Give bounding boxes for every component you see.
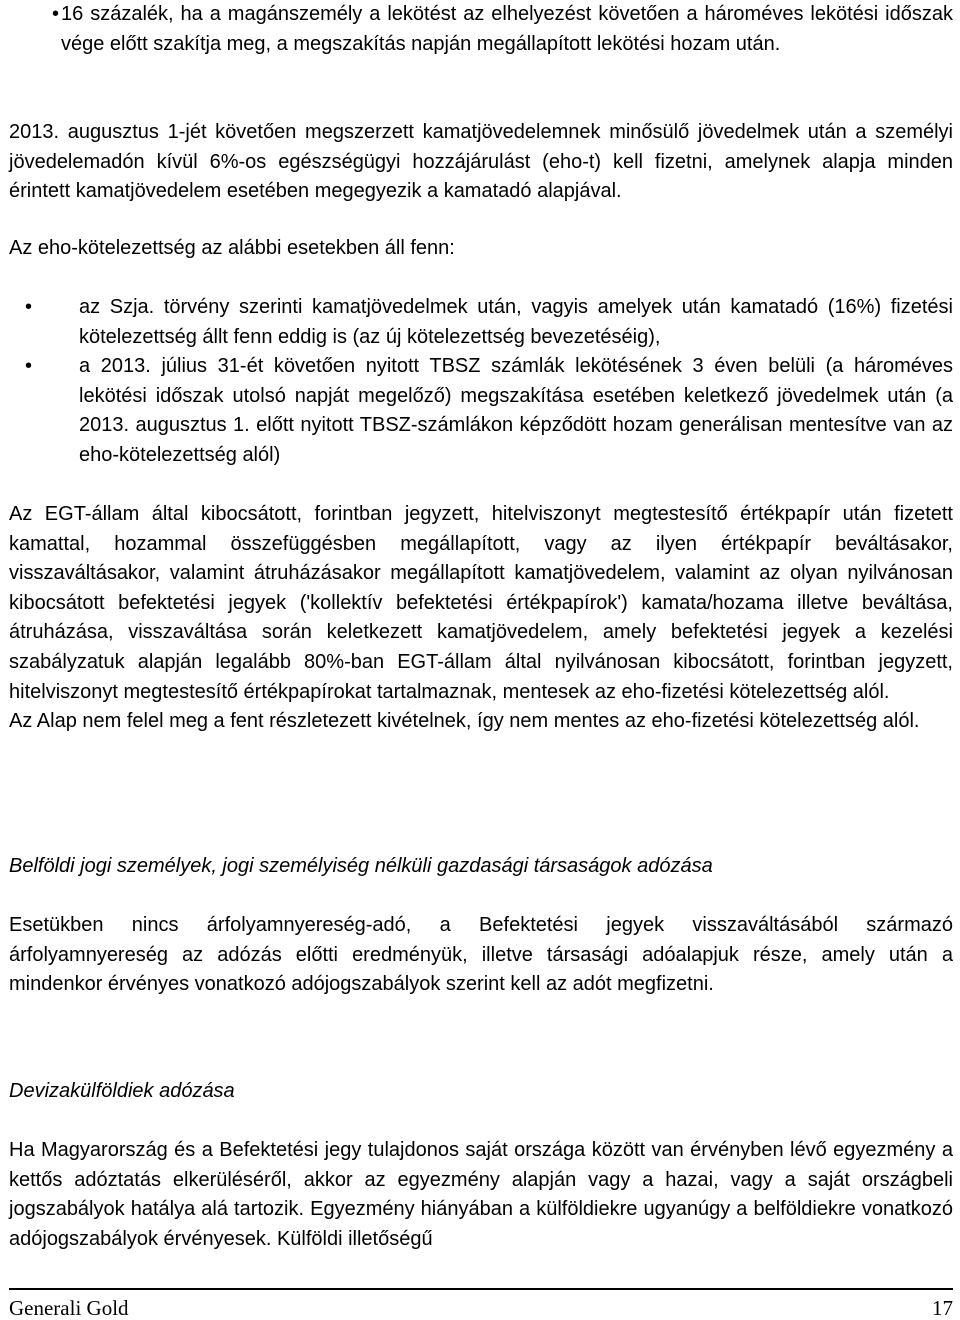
foreign-body-block: [9, 1136, 953, 1254]
eho-list-intro: Az eho-kötelezettség az alábbi esetekben áll fenn:: [9, 237, 455, 259]
eho-intro-paragraph: 2013. augusztus 1-jét követően megszerzett kamatjövedelemnek minősülő jövedelmek után a személyi jövedelemadón kívül 6%-os egészségügyi hozzájárulást (eho-t) kell fizetni, amelynek alapja minden érintett kamatjövedelem esetében megegyezik a kamatadó alapjával.: [9, 121, 953, 203]
domestic-section: [9, 852, 953, 882]
list-item: [9, 293, 953, 352]
list-item: [9, 352, 953, 470]
footer-divider: [9, 1288, 953, 1290]
list-item-text: az Szja. törvény szerinti kamatjövedelmek után, vagyis amelyek után kamatadó (16%) fizetési kötelezettség állt fenn eddig is (az új kötelezettség bevezetéséig),: [79, 296, 953, 348]
domestic-body: Esetükben nincs árfolyamnyereség-adó, a Befektetési jegyek visszaváltásából származó árfolyamnyereség az adózás előtti eredményük, illetve társasági adóalapjuk része, amely után a mindenkor érvényes vonatkozó adójogszabályok szerint kell az adót megfizetni.: [9, 914, 953, 996]
eho-intro-block: [9, 118, 953, 207]
eho-list-intro-block: [9, 234, 953, 264]
footer-title: Generali Gold: [9, 1296, 129, 1320]
alap-paragraph: Az Alap nem felel meg a fent részletezett kivételnek, így nem mentes az eho-fizetési kötelezettség alól.: [9, 710, 920, 733]
bullet-icon: •: [25, 355, 33, 378]
egt-block: [9, 500, 953, 737]
foreign-body: Ha Magyarország és a Befektetési jegy tulajdonos saját országa között van érvényben lévő egyezmény a kettős adóztatás elkerüléséről, akkor az egyezmény alapján vagy a hazai, vagy a saját országbeli jogszabályok hatálya alá tartozik. Egyezmény hiányában a külföldiekre ugyanúgy a belföldiekre vonatkozó adójogszabályok érvényesek. Külföldi illetőségű: [9, 1139, 953, 1250]
bullet-icon: •: [52, 3, 60, 25]
egt-paragraph: Az EGT-állam által kibocsátott, forintban jegyzett, hitelviszonyt megtestesítő értékpapír után fizetett kamattal, hozammal összefüggésben megállapított, vagy az ilyen értékpapír beváltásakor, visszaváltásakor, valamint átruházásakor megállapított kamatjövedelem, valamint az olyan nyilvánosan kibocsátott befektetési jegyek ('kollektív befektetési értékpapírok') kamata/hozama illetve beváltása, átruházása, visszaváltása során keletkezett kamatjövedelem, amely befektetési jegyek a kezelési szabályzatuk alapján legalább 80%-ban EGT-állam által nyilvánosan kibocsátott, forintban jegyzett, hitelviszonyt megtestesítő értékpapírokat tartalmaznak, mentesek az eho-fizetési kötelezettség alól.: [9, 503, 953, 703]
foreign-heading: Devizakülföldiek adózása: [9, 1080, 235, 1102]
bullet-icon: •: [25, 296, 33, 318]
list-item-text: a 2013. július 31-ét követően nyitott TBSZ számlák lekötésének 3 éven belüli (a hároméves lekötési időszak utolsó napját megelőző) megszakítása esetében keletkező jövedelmek után (a 2013. augusztus 1. előtt nyitott TBSZ-számlákon képződött hozam generálisan mentesítve van az eho-kötelezettség alól): [79, 355, 953, 466]
domestic-heading: Belföldi jogi személyek, jogi személyiség nélküli gazdasági társaságok adózása: [9, 855, 713, 877]
foreign-section: [9, 1077, 953, 1107]
eho-bullet-list: [9, 293, 953, 471]
domestic-body-block: [9, 911, 953, 1000]
top-bullet-text: 16 százalék, ha a magánszemély a lekötést az elhelyezést követően a hároméves lekötési időszak vége előtt szakítja meg, a megszakítás napján megállapított lekötési hozam után.: [61, 3, 953, 55]
page-number: 17: [932, 1296, 953, 1320]
top-bullet-item: [9, 0, 953, 59]
